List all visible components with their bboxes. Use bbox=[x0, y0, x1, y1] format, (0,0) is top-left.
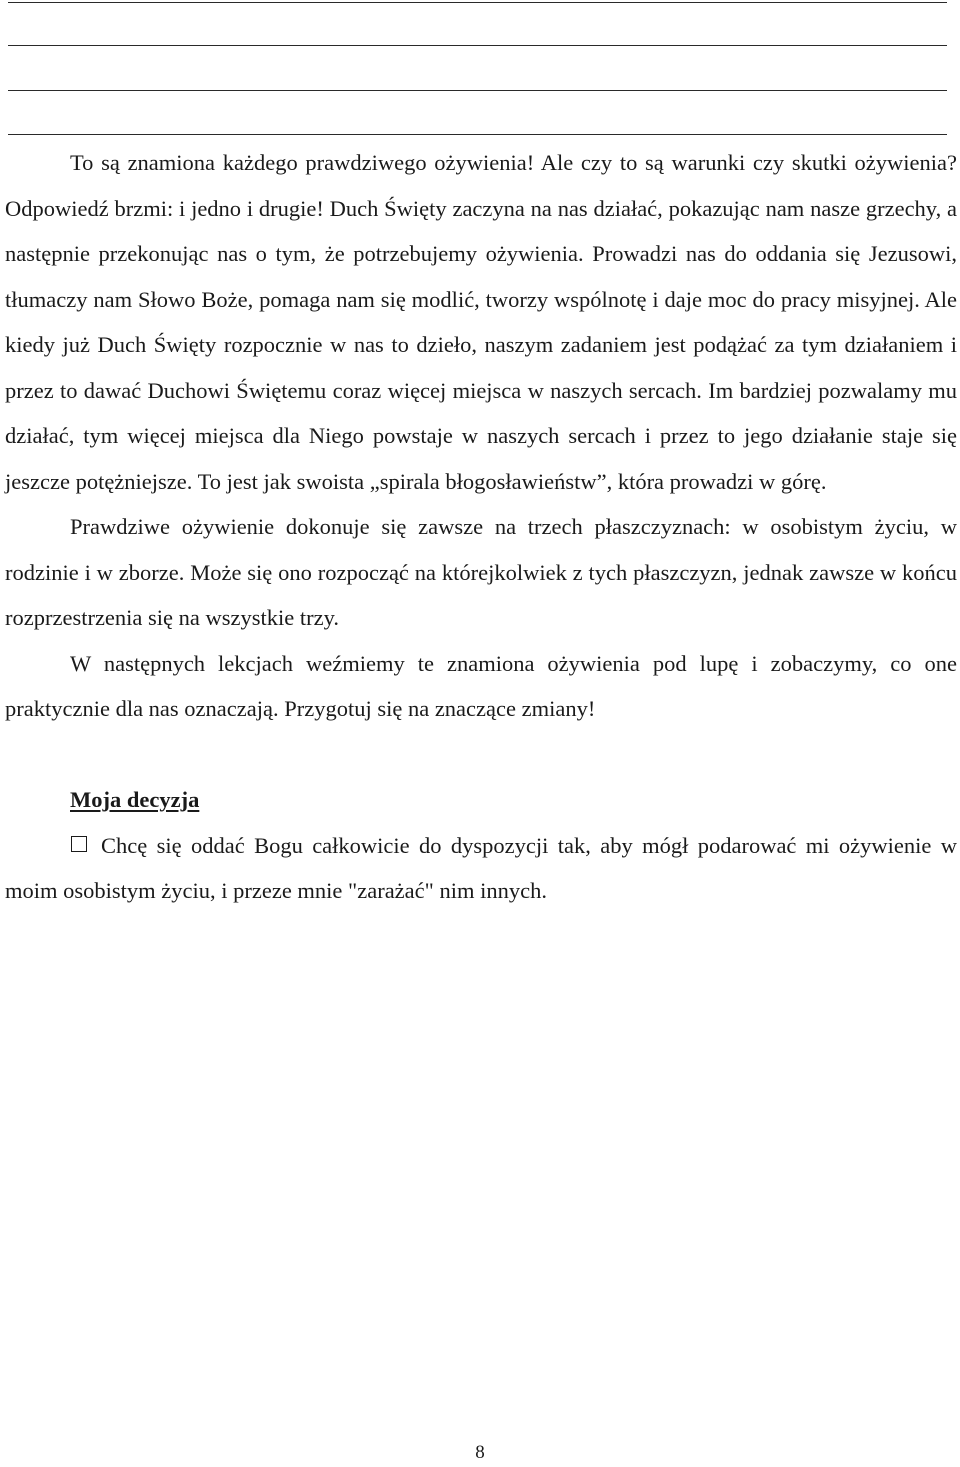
page-number: 8 bbox=[475, 1442, 485, 1463]
paragraph: To są znamiona każdego prawdziwego ożywienia! Ale czy to są warunki czy skutki ożywienia? Odpowiedź brzmi: i jedno i drugie! Duch Święty zaczyna na nas działać, pokazując nam nasze grzechy, a następnie przekonując nas o tym, że potrzebujemy ożywienia. Prowadzi nas do oddania się Jezusowi, tłumaczy nam Słowo Boże, pomaga nam się modlić, tworzy wspólnotę i daje moc do pracy misyjnej. Ale kiedy już Duch Święty rozpocznie w nas to dzieło, naszym zadaniem jest podążać za tym działaniem i przez to dawać Duchowi Świętemu coraz więcej miejsca w naszych sercach. Im bardziej pozwalamy mu działać, tym więcej miejsca dla Niego powstaje w naszych sercach i przez to jego działanie staje się jeszcze potężniejsze. To jest jak swoista „spirala błogosławieństw”, która prowadzi w górę. bbox=[5, 150, 957, 494]
paragraph: W następnych lekcjach weźmiemy te znamiona ożywienia pod lupę i zobaczymy, co one praktycznie dla nas oznaczają. Przygotuj się na znaczące zmiany! bbox=[5, 650, 957, 721]
decision-text: Chcę się oddać Bogu całkowicie do dyspozycji tak, aby mógł podarować mi ożywienie w moim osobistym życiu, i przeze mnie "zarażać" nim innych. bbox=[5, 832, 957, 903]
answer-line bbox=[8, 2, 947, 3]
checkbox-icon[interactable] bbox=[71, 836, 87, 852]
answer-line bbox=[8, 45, 947, 46]
document-body bbox=[5, 140, 957, 914]
decision-heading: Moja decyzja bbox=[70, 787, 200, 812]
decision-statement bbox=[5, 823, 957, 914]
spacer bbox=[5, 732, 957, 778]
answer-line bbox=[8, 134, 947, 135]
paragraph: Prawdziwe ożywienie dokonuje się zawsze na trzech płaszczyznach: w osobistym życiu, w rodzinie i w zborze. Może się ono rozpocząć na którejkolwiek z tych płaszczyzn, jednak zawsze w końcu rozprzestrzenia się na wszystkie trzy. bbox=[5, 514, 957, 630]
answer-line bbox=[8, 90, 947, 91]
